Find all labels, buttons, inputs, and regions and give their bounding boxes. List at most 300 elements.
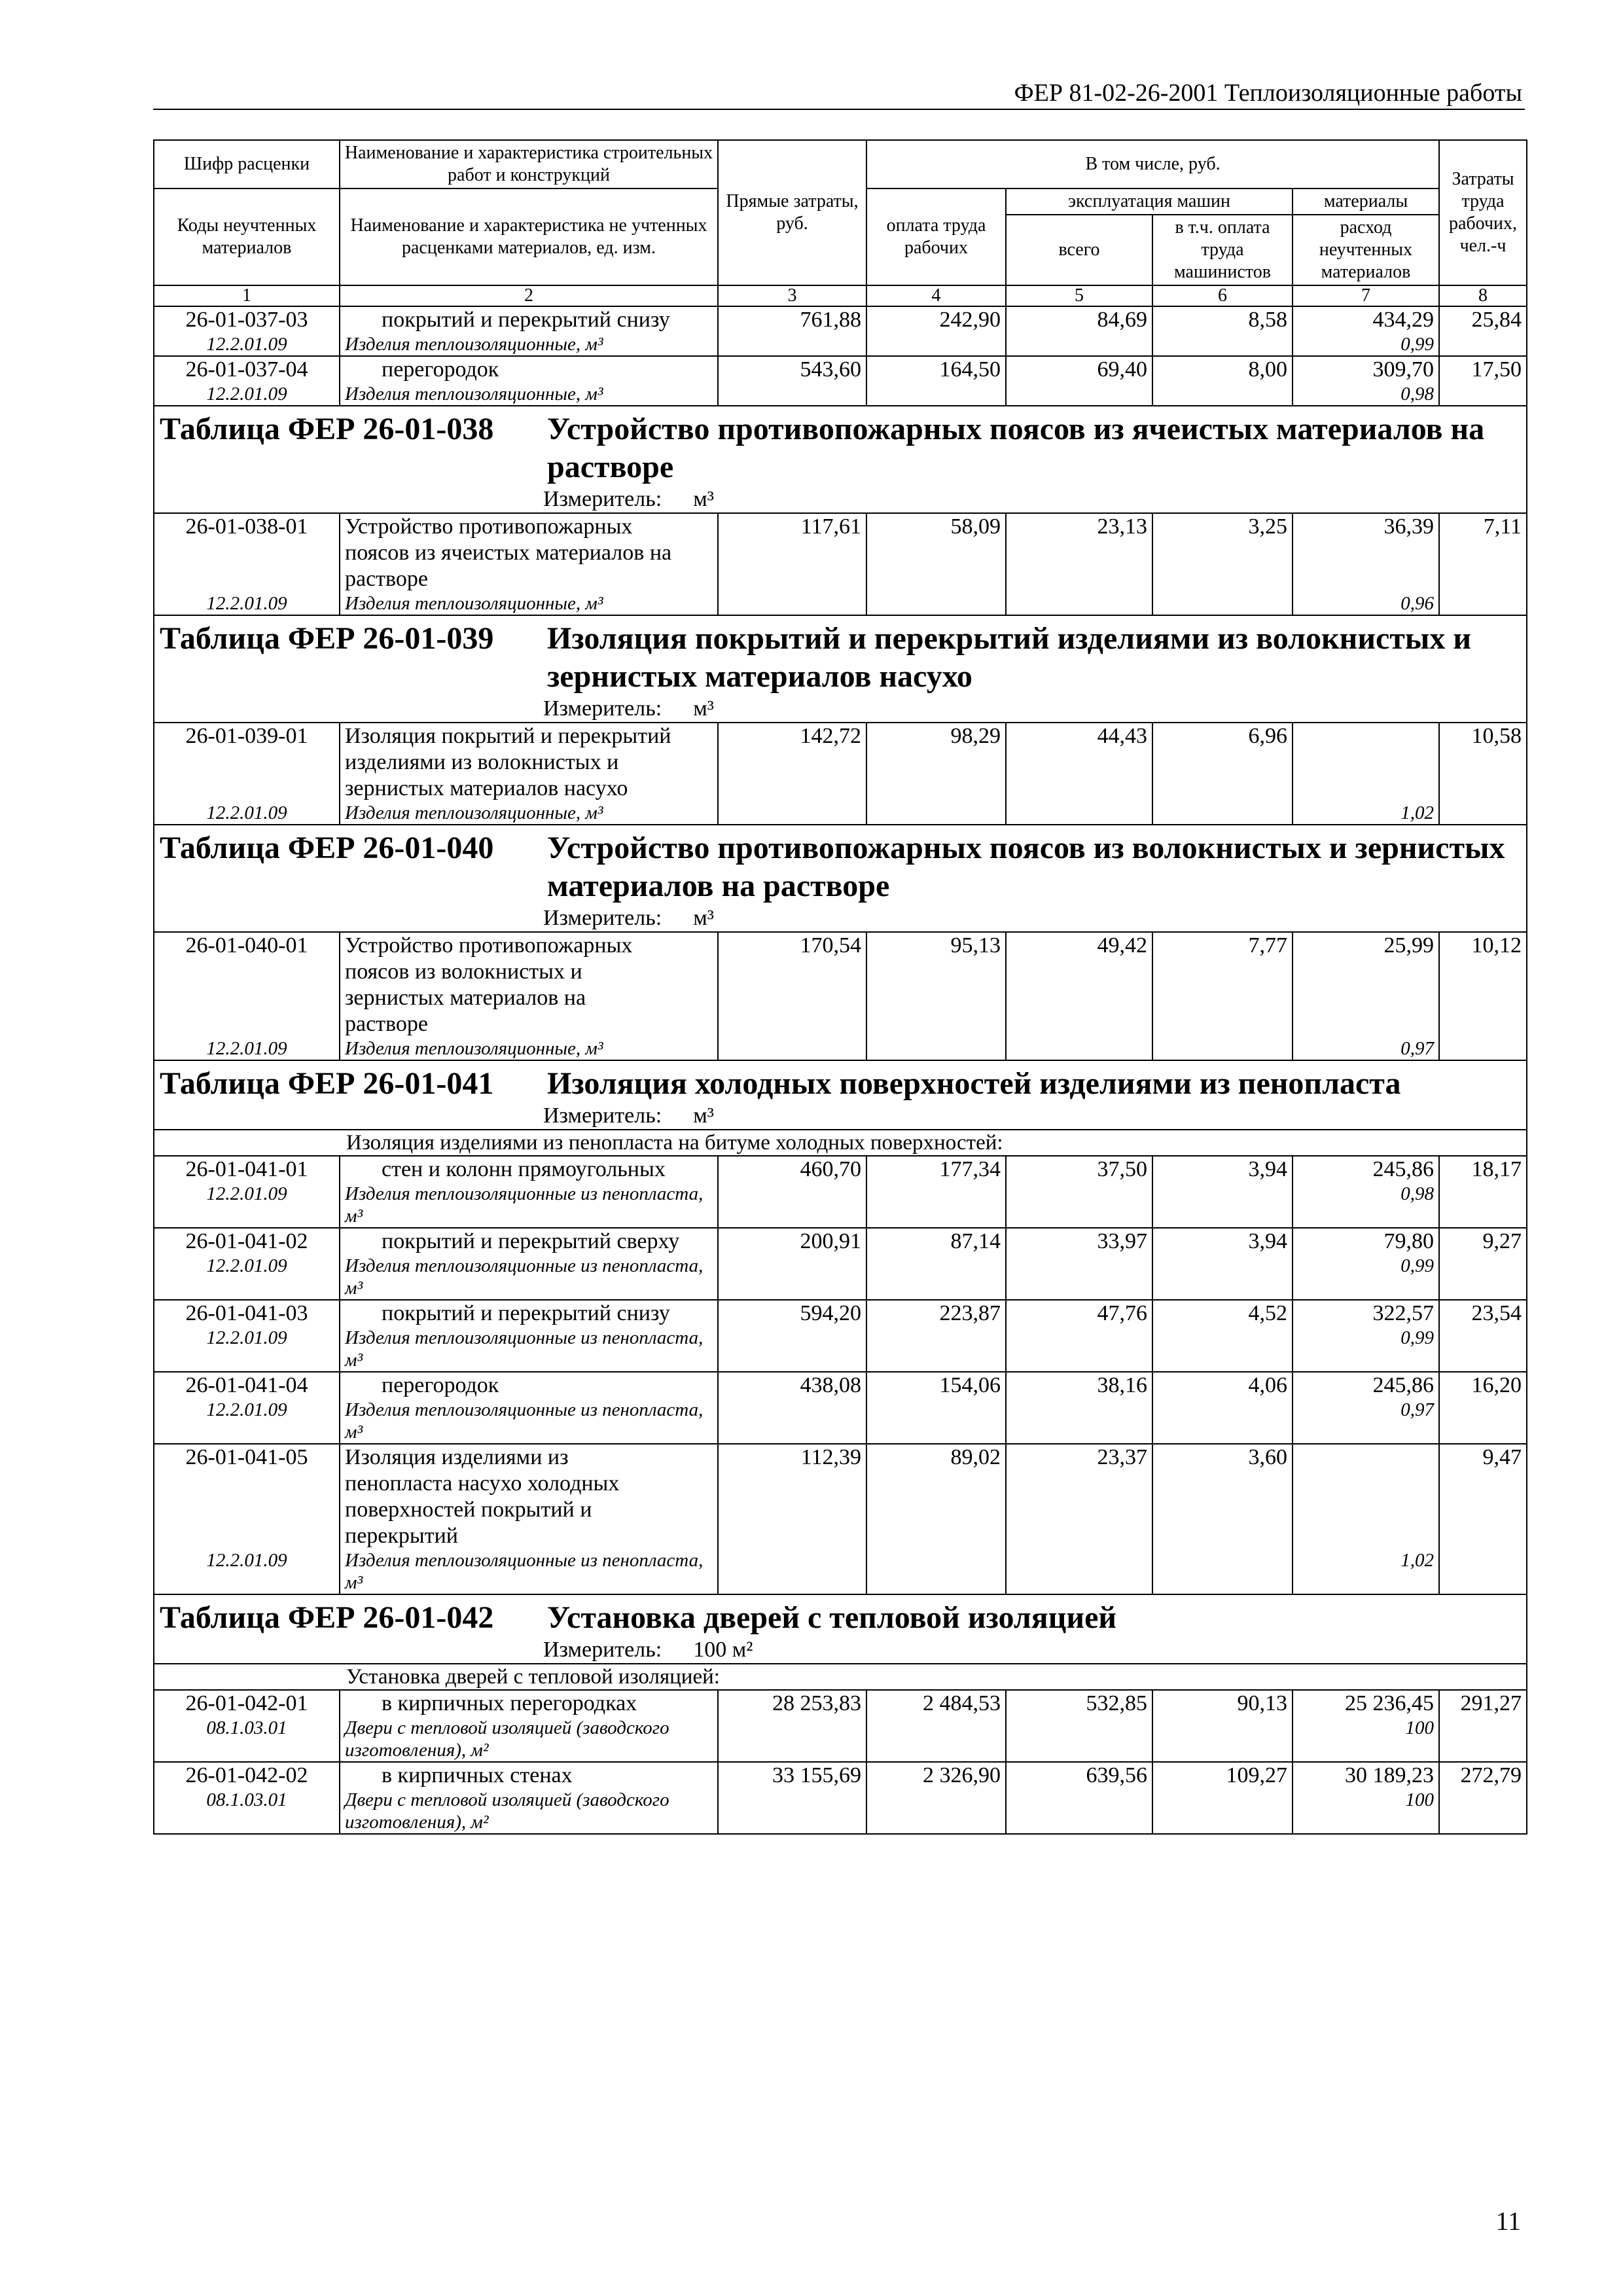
material-code: 12.2.01.09 (206, 334, 287, 355)
rate-name-line: поверхностей покрытий и (345, 1498, 592, 1522)
spacer (1298, 1523, 1434, 1549)
labor-hours: 17,50 (1471, 357, 1522, 382)
machinist-wages: 7,77 (1248, 933, 1287, 958)
section-header (154, 615, 1527, 723)
machinist-wages: 6,96 (1248, 724, 1287, 748)
table-title: Изоляция холодных поверхностей изделиями из пенопласта (547, 1066, 1401, 1101)
rate-name-line: зернистых материалов на (345, 986, 586, 1010)
rate-name-line: перекрытий (345, 1524, 458, 1548)
labor-cell (1439, 1444, 1527, 1594)
direct-cost-cell (718, 1156, 866, 1228)
materials-cell (1293, 1690, 1439, 1762)
table-number: Таблица ФЕР 26-01-038 (160, 412, 494, 446)
measure-line (160, 486, 1521, 512)
machinist-wages-cell (1152, 932, 1293, 1060)
machine-cost: 84,69 (1097, 308, 1147, 332)
machine-cost: 49,42 (1097, 933, 1147, 958)
page-number: 11 (1495, 2206, 1521, 2236)
hdr-machines: эксплуатация машин (1006, 188, 1293, 215)
materials-cost: 25 236,45 (1345, 1691, 1435, 1715)
material-name: Двери с тепловой изоляцией (заводского изготовления), м² (345, 1717, 669, 1761)
col-number: 7 (1293, 285, 1439, 306)
machinist-wages: 8,58 (1248, 308, 1287, 332)
material-code: 12.2.01.09 (206, 802, 287, 823)
rate-code: 26-01-037-03 (185, 308, 308, 332)
materials-cell (1293, 723, 1439, 825)
machinist-wages-cell (1152, 1300, 1293, 1372)
labor-hours: 9,27 (1482, 1229, 1522, 1253)
direct-cost: 28 253,83 (772, 1691, 861, 1715)
rate-code: 26-01-041-01 (185, 1157, 308, 1181)
rate-code-cell (154, 1300, 340, 1372)
machine-cost: 639,56 (1086, 1763, 1147, 1787)
direct-cost: 594,20 (800, 1301, 861, 1325)
spacer (159, 749, 334, 776)
machinist-wages-cell (1152, 1372, 1293, 1444)
labor-hours: 291,27 (1460, 1691, 1522, 1715)
machinist-wages: 3,94 (1248, 1157, 1287, 1181)
hdr-mat-name: Наименование и характеристика не учтенных расценками материалов, ед. изм. (340, 188, 718, 285)
hdr-mat-usage: расход неучтенных материалов (1293, 215, 1439, 285)
spacer (159, 985, 334, 1011)
direct-cost: 200,91 (800, 1229, 861, 1253)
materials-cell (1293, 1300, 1439, 1372)
table-number: Таблица ФЕР 26-01-039 (160, 621, 494, 656)
labor-cell (1439, 513, 1527, 615)
machinist-wages-cell (1152, 513, 1293, 615)
rate-name: стен и колонн прямоугольных (382, 1157, 666, 1181)
rate-name-line: Изоляция покрытий и перекрытий (345, 724, 671, 748)
machinist-wages: 90,13 (1237, 1691, 1287, 1715)
materials-cost: 25,99 (1383, 933, 1435, 958)
rate-code: 26-01-041-02 (185, 1229, 308, 1253)
spacer (1298, 749, 1434, 776)
machine-cost: 38,16 (1097, 1373, 1147, 1397)
table-row (154, 1762, 1527, 1834)
direct-cost: 438,08 (800, 1373, 861, 1397)
column-number-row (154, 285, 1527, 306)
wages: 87,14 (950, 1229, 1001, 1253)
rates-table-container (153, 139, 1526, 1835)
hdr-mat-code: Коды неучтенных материалов (154, 188, 340, 285)
rate-code-cell (154, 513, 340, 615)
hdr-name: Наименование и характеристика строительных работ и конструкций (340, 140, 718, 188)
rate-name-line: растворе (345, 567, 428, 591)
rate-code-cell (154, 1444, 340, 1594)
direct-cost: 142,72 (800, 724, 861, 748)
rate-name-line: изделиями из волокнистых и (345, 750, 619, 774)
rate-code: 26-01-041-05 (185, 1445, 308, 1469)
material-usage: 0,96 (1400, 593, 1435, 614)
material-usage: 0,98 (1400, 384, 1435, 404)
direct-cost: 170,54 (800, 933, 861, 958)
hdr-materials: материалы (1293, 188, 1439, 215)
section-title-block (160, 1599, 1521, 1637)
machinist-wages: 4,06 (1248, 1373, 1287, 1397)
material-code: 08.1.03.01 (206, 1789, 287, 1810)
labor-cell (1439, 723, 1527, 825)
measure-unit: 100 м² (693, 1638, 753, 1662)
machine-cost: 69,40 (1097, 357, 1147, 382)
rate-name: покрытий и перекрытий снизу (382, 1301, 670, 1325)
labor-cell (1439, 1156, 1527, 1228)
wages: 98,29 (950, 724, 1001, 748)
section-header-row (154, 1594, 1527, 1664)
col-number: 1 (154, 285, 340, 306)
machinist-wages-cell (1152, 1156, 1293, 1228)
materials-cell (1293, 1444, 1439, 1594)
table-row (154, 306, 1527, 356)
rate-code-cell (154, 932, 340, 1060)
labor-cell (1439, 1228, 1527, 1300)
machine-cost: 23,13 (1097, 514, 1147, 539)
labor-cell (1439, 306, 1527, 356)
labor-cell (1439, 1690, 1527, 1762)
section-header-row (154, 615, 1527, 723)
wages: 177,34 (939, 1157, 1001, 1181)
wages: 164,50 (939, 357, 1001, 382)
material-code: 12.2.01.09 (206, 1255, 287, 1276)
rate-name-cell (340, 1444, 718, 1594)
rate-name-cell (340, 1372, 718, 1444)
measure-label: Измеритель: (543, 1638, 662, 1662)
direct-cost-cell (718, 306, 866, 356)
measure-unit: м³ (693, 696, 714, 721)
measure-line (160, 696, 1521, 722)
material-name: Изделия теплоизоляционные, м³ (345, 593, 603, 614)
table-row (154, 932, 1527, 1060)
col-number: 5 (1006, 285, 1152, 306)
machine-cost: 33,97 (1097, 1229, 1147, 1253)
wages-cell (866, 1444, 1006, 1594)
machine-cost-cell (1006, 1300, 1152, 1372)
rate-code-cell (154, 1762, 340, 1834)
spacer (159, 1497, 334, 1523)
table-row (154, 1156, 1527, 1228)
rate-code: 26-01-042-02 (185, 1763, 308, 1787)
hdr-direct: Прямые затраты, руб. (718, 140, 866, 285)
running-header (153, 77, 1525, 110)
rate-name: перегородок (382, 1373, 499, 1397)
labor-hours: 23,54 (1471, 1301, 1522, 1325)
measure-unit: м³ (693, 487, 714, 511)
labor-hours: 16,20 (1471, 1373, 1522, 1397)
direct-cost: 543,60 (800, 357, 861, 382)
wages: 89,02 (950, 1445, 1001, 1469)
spacer (159, 1471, 334, 1497)
material-name: Изделия теплоизоляционные, м³ (345, 802, 603, 823)
material-code: 12.2.01.09 (206, 384, 287, 404)
materials-cost: 245,86 (1372, 1157, 1435, 1181)
table-title: Установка дверей с тепловой изоляцией (547, 1600, 1117, 1635)
material-name: Изделия теплоизоляционные из пенопласта, м³ (345, 1327, 704, 1371)
rate-name-cell (340, 932, 718, 1060)
spacer (1298, 566, 1434, 592)
table-row (154, 723, 1527, 825)
col-number: 6 (1152, 285, 1293, 306)
direct-cost-cell (718, 1690, 866, 1762)
rate-name-line: Устройство противопожарных (345, 514, 633, 539)
machine-cost-cell (1006, 1372, 1152, 1444)
material-code: 12.2.01.09 (206, 1327, 287, 1348)
machinist-wages-cell (1152, 1690, 1293, 1762)
direct-cost-cell (718, 932, 866, 1060)
direct-cost: 460,70 (800, 1157, 861, 1181)
material-code: 12.2.01.09 (206, 593, 287, 614)
col-number: 8 (1439, 285, 1527, 306)
labor-cell (1439, 1300, 1527, 1372)
machine-cost-cell (1006, 932, 1152, 1060)
machine-cost: 37,50 (1097, 1157, 1147, 1181)
wages-cell (866, 306, 1006, 356)
wages: 2 484,53 (923, 1691, 1001, 1715)
table-number: Таблица ФЕР 26-01-042 (160, 1600, 494, 1635)
spacer (1298, 1497, 1434, 1523)
wages: 242,90 (939, 308, 1001, 332)
rate-name-line: Устройство противопожарных (345, 933, 633, 958)
machinist-wages-cell (1152, 1762, 1293, 1834)
direct-cost-cell (718, 1228, 866, 1300)
rate-name: в кирпичных перегородках (382, 1691, 637, 1715)
rate-name-cell (340, 723, 718, 825)
machine-cost-cell (1006, 1444, 1152, 1594)
table-row (154, 513, 1527, 615)
direct-cost-cell (718, 1444, 866, 1594)
section-header-row (154, 825, 1527, 932)
wages-cell (866, 932, 1006, 1060)
wages-cell (866, 356, 1006, 406)
rate-name-cell (340, 1156, 718, 1228)
rate-name: покрытий и перекрытий сверху (382, 1229, 680, 1253)
materials-cell (1293, 1228, 1439, 1300)
hdr-code: Шифр расценки (154, 140, 340, 188)
col-number: 4 (866, 285, 1006, 306)
table-title: Устройство противопожарных поясов из ячеистых материалов на растворе (547, 412, 1485, 484)
material-name: Изделия теплоизоляционные, м³ (345, 334, 603, 355)
spacer (159, 776, 334, 802)
table-row (154, 356, 1527, 406)
material-code: 12.2.01.09 (206, 1550, 287, 1571)
labor-hours: 18,17 (1471, 1157, 1522, 1181)
rate-name-cell (340, 1690, 718, 1762)
rate-name: покрытий и перекрытий снизу (382, 308, 670, 332)
rate-name-cell (340, 356, 718, 406)
running-header-text: ФЕР 81-02-26-2001 Теплоизоляционные работы (1014, 79, 1522, 107)
machinist-wages-cell (1152, 723, 1293, 825)
direct-cost-cell (718, 1300, 866, 1372)
material-name: Изделия теплоизоляционные, м³ (345, 384, 603, 404)
table-row (154, 1300, 1527, 1372)
measure-line (160, 1103, 1521, 1129)
section-header (154, 1060, 1527, 1130)
materials-cell (1293, 1372, 1439, 1444)
materials-cost: 36,39 (1383, 514, 1435, 539)
materials-cost (1298, 723, 1434, 749)
materials-cell (1293, 356, 1439, 406)
rate-code: 26-01-039-01 (185, 724, 308, 748)
rate-code-cell (154, 723, 340, 825)
labor-cell (1439, 932, 1527, 1060)
rate-name-line: зернистых материалов насухо (345, 776, 628, 800)
rate-name: в кирпичных стенах (382, 1763, 573, 1787)
machine-cost-cell (1006, 723, 1152, 825)
material-usage: 0,97 (1400, 1399, 1435, 1420)
table-row (154, 1228, 1527, 1300)
labor-cell (1439, 356, 1527, 406)
wages-cell (866, 1762, 1006, 1834)
spacer (1298, 540, 1434, 566)
machinist-wages: 109,27 (1226, 1763, 1287, 1787)
machinist-wages: 3,60 (1248, 1445, 1287, 1469)
rate-name-line: Изоляция изделиями из (345, 1445, 569, 1469)
rate-code-cell (154, 1156, 340, 1228)
wages-cell (866, 723, 1006, 825)
machine-cost-cell (1006, 306, 1152, 356)
materials-cost: 245,86 (1372, 1373, 1435, 1397)
rate-code: 26-01-041-03 (185, 1301, 308, 1325)
wages-cell (866, 1372, 1006, 1444)
machine-cost: 23,37 (1097, 1445, 1147, 1469)
subheading: Изоляция изделиями из пенопласта на битуме холодных поверхностей: (154, 1130, 1527, 1156)
rate-name-cell (340, 1228, 718, 1300)
hdr-mach-wages: в т.ч. оплата труда машинистов (1152, 215, 1293, 285)
material-code: 08.1.03.01 (206, 1717, 287, 1738)
measure-label: Измеритель: (543, 1103, 662, 1128)
material-usage: 0,99 (1400, 1327, 1435, 1348)
wages-cell (866, 1690, 1006, 1762)
rate-code: 26-01-040-01 (185, 933, 308, 958)
direct-cost: 117,61 (800, 514, 861, 539)
section-header (154, 406, 1527, 513)
wages-cell (866, 1228, 1006, 1300)
labor-hours: 7,11 (1483, 514, 1522, 539)
rate-code-cell (154, 356, 340, 406)
material-usage: 100 (1405, 1717, 1435, 1738)
rate-code: 26-01-041-04 (185, 1373, 308, 1397)
wages-cell (866, 513, 1006, 615)
rate-code: 26-01-042-01 (185, 1691, 308, 1715)
material-code: 12.2.01.09 (206, 1399, 287, 1420)
material-usage: 0,97 (1400, 1038, 1435, 1059)
material-usage: 0,99 (1400, 334, 1435, 355)
material-usage: 0,99 (1400, 1255, 1435, 1276)
direct-cost-cell (718, 1372, 866, 1444)
rate-name: перегородок (382, 357, 499, 382)
machine-cost: 532,85 (1086, 1691, 1147, 1715)
spacer (1298, 985, 1434, 1011)
machinist-wages: 8,00 (1248, 357, 1287, 382)
rate-code: 26-01-038-01 (185, 514, 308, 539)
rates-table (153, 139, 1527, 1835)
rate-name-cell (340, 1762, 718, 1834)
spacer (1298, 959, 1434, 985)
material-code: 12.2.01.09 (206, 1038, 287, 1059)
labor-cell (1439, 1372, 1527, 1444)
machinist-wages-cell (1152, 1228, 1293, 1300)
materials-cell (1293, 932, 1439, 1060)
labor-hours: 272,79 (1460, 1763, 1522, 1787)
rate-name-cell (340, 1300, 718, 1372)
measure-label: Измеритель: (543, 906, 662, 930)
rate-name-cell (340, 306, 718, 356)
labor-cell (1439, 1762, 1527, 1834)
machine-cost-cell (1006, 1762, 1152, 1834)
section-title-block (160, 1065, 1521, 1103)
material-name: Изделия теплоизоляционные, м³ (345, 1038, 603, 1059)
measure-unit: м³ (693, 1103, 714, 1128)
col-number: 2 (340, 285, 718, 306)
rate-name-cell (340, 513, 718, 615)
labor-hours: 10,58 (1471, 724, 1522, 748)
direct-cost-cell (718, 1762, 866, 1834)
materials-cost: 309,70 (1372, 357, 1435, 382)
machinist-wages-cell (1152, 1444, 1293, 1594)
spacer (159, 1011, 334, 1037)
material-name: Изделия теплоизоляционные из пенопласта, м³ (345, 1399, 704, 1443)
rate-code-cell (154, 306, 340, 356)
col-number: 3 (718, 285, 866, 306)
rate-name-line: пенопласта насухо холодных (345, 1471, 620, 1496)
measure-unit: м³ (693, 906, 714, 930)
machine-cost-cell (1006, 1156, 1152, 1228)
spacer (159, 1523, 334, 1549)
section-title-block (160, 829, 1521, 905)
wages: 95,13 (950, 933, 1001, 958)
materials-cell (1293, 306, 1439, 356)
materials-cost: 322,57 (1372, 1301, 1435, 1325)
spacer (159, 566, 334, 592)
material-name: Изделия теплоизоляционные из пенопласта, м³ (345, 1550, 704, 1593)
spacer (1298, 1011, 1434, 1037)
hdr-labor: Затраты труда рабочих, чел.-ч (1439, 140, 1527, 285)
section-header-row (154, 406, 1527, 513)
machine-cost: 47,76 (1097, 1301, 1147, 1325)
section-title-block (160, 410, 1521, 486)
labor-hours: 9,47 (1482, 1445, 1522, 1469)
machine-cost-cell (1006, 356, 1152, 406)
labor-hours: 10,12 (1471, 933, 1522, 958)
section-header-row (154, 1060, 1527, 1130)
machinist-wages-cell (1152, 356, 1293, 406)
wages: 154,06 (939, 1373, 1001, 1397)
material-name: Изделия теплоизоляционные из пенопласта, м³ (345, 1183, 704, 1227)
machine-cost-cell (1006, 513, 1152, 615)
table-title: Устройство противопожарных поясов из волокнистых и зернистых материалов на растворе (547, 831, 1505, 903)
measure-label: Измеритель: (543, 487, 662, 511)
direct-cost-cell (718, 513, 866, 615)
machine-cost-cell (1006, 1228, 1152, 1300)
table-number: Таблица ФЕР 26-01-041 (160, 1066, 494, 1101)
machinist-wages: 3,94 (1248, 1229, 1287, 1253)
hdr-mach-total: всего (1006, 215, 1152, 285)
spacer (159, 540, 334, 566)
section-header (154, 825, 1527, 932)
section-title-block (160, 620, 1521, 696)
machinist-wages-cell (1152, 306, 1293, 356)
spacer (159, 959, 334, 985)
direct-cost-cell (718, 356, 866, 406)
table-row (154, 1690, 1527, 1762)
material-usage: 100 (1405, 1789, 1435, 1810)
table-row (154, 1372, 1527, 1444)
rate-name-line: растворе (345, 1012, 428, 1036)
material-name: Изделия теплоизоляционные из пенопласта, м³ (345, 1255, 704, 1299)
subheading-row (154, 1130, 1527, 1156)
direct-cost: 112,39 (800, 1445, 861, 1469)
rate-name-line: поясов из волокнистых и (345, 960, 582, 984)
rate-code-cell (154, 1228, 340, 1300)
materials-cost (1298, 1444, 1434, 1471)
